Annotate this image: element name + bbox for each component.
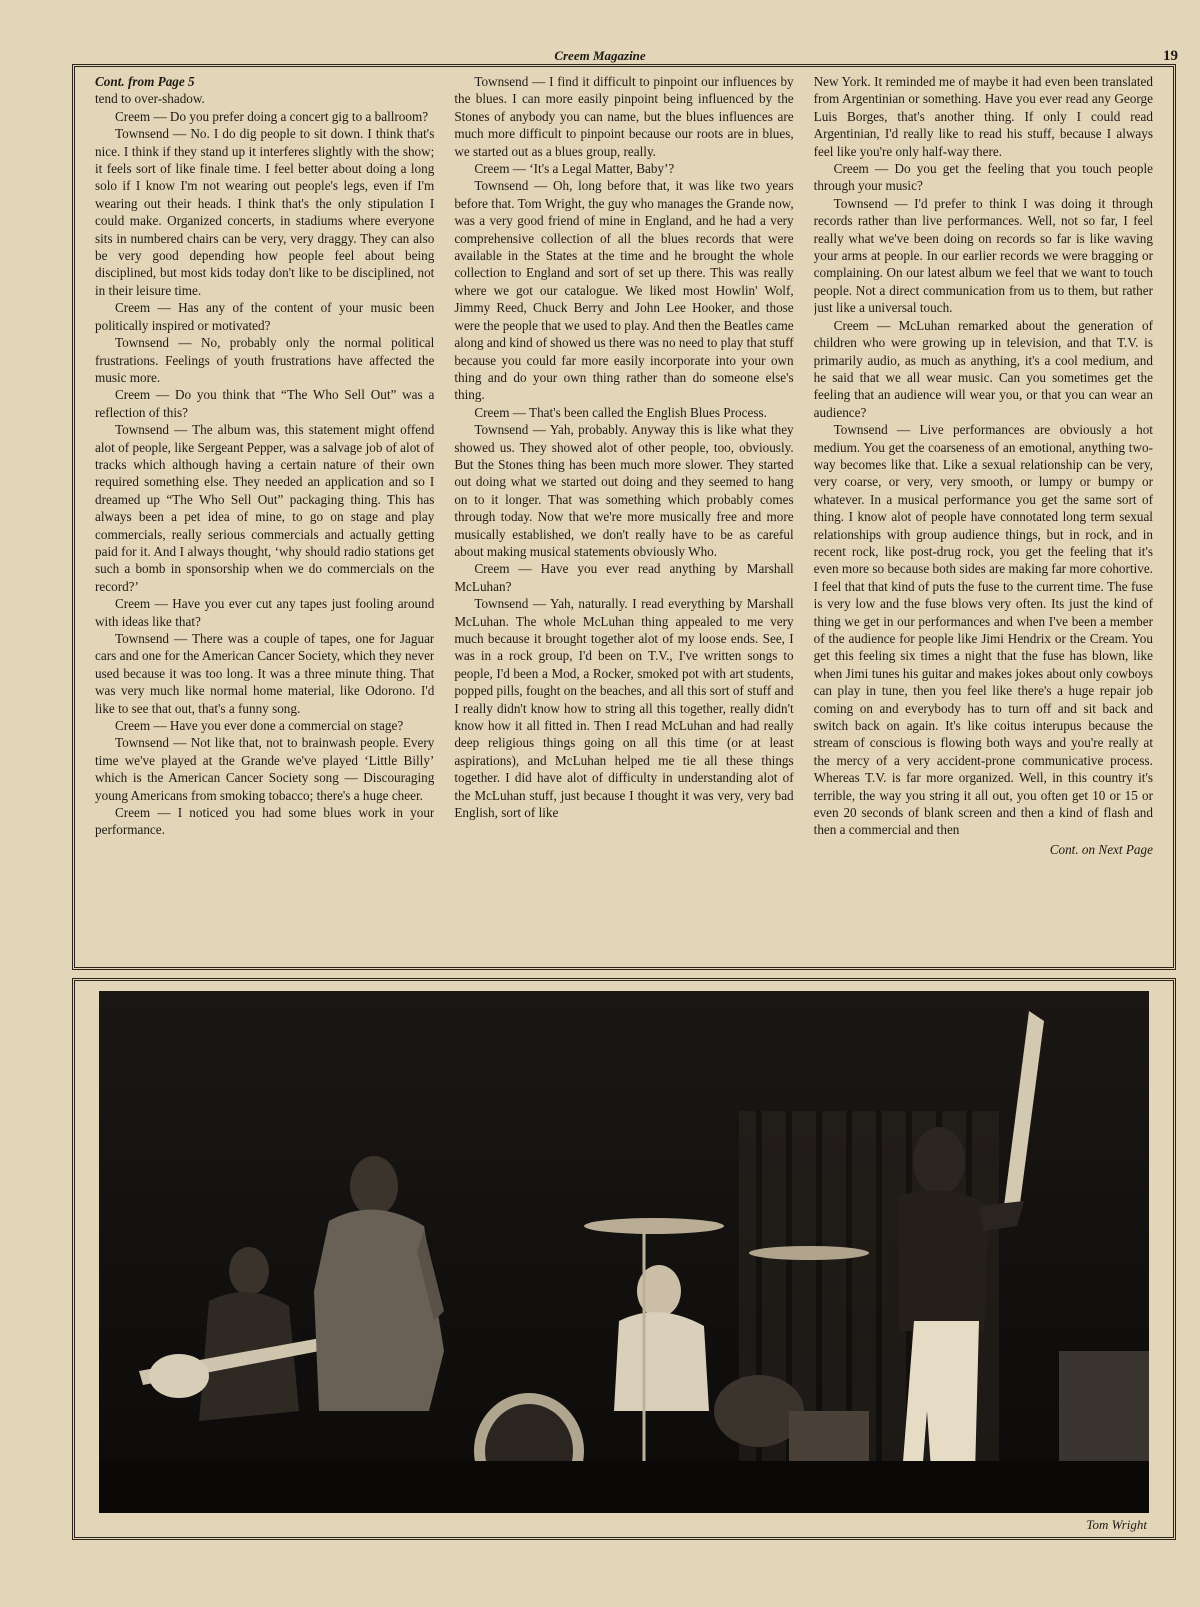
- band-photo: [99, 991, 1149, 1513]
- article-column-1: [95, 73, 434, 959]
- paragraph: Townsend — Live performances are obviously a hot medium. You get the coarseness of an emotional, anything two-way becomes like that. Like a sexual relationship can be very, very coarse, or very, very smooth, or lumpy or bumpy or whatever. In a musical performance you get the same sort of thing. I know alot of people have connotated long term sexual relationships with group audience things, but in rock, and in recent rock, like post-drug rock, you get the feeling that it's even more so because both sides are making far more cohortive. I feel that that kind of puts the fuse to the current time. The fuse is very low and the fuse blows very often. Its just the kind of thing we get in our performances and when I've been a member of the audience for people like Jimi Hendrix or the Cream. You get this feeling six times a night that the fuse has blown, like when Jimi tunes his guitar and makes jokes about only cowboys can play in tune, then you feel like there's a huge repair job coming on and everybody has to turn off and sit back and switch back on again. It's like coitus interupus because the stream of conscious is flowing both ways and you're really at the mercy of a very accident-prone communicative process. Whereas T.V. is far more organized. Well, in this country it's terrible, the way you string it all out, you often get 10 or 15 or even 20 seconds of blank screen and then a kind of flash and then a commercial and then: [813, 422, 1153, 838]
- photo-frame: [72, 978, 1176, 1540]
- paragraph: Creem — Have you ever read anything by Marshall McLuhan?: [454, 561, 794, 594]
- paragraph: tend to over-shadow.: [95, 91, 205, 107]
- paragraph: Townsend — Not like that, not to brainwash people. Every time we've played at the Grande we've played ‘Little Billy’ which is the American Cancer Society song — Discouraging young Americans from smoking tobacco; there's a huge cheer.: [95, 735, 435, 803]
- paragraph: Townsend — Yah, probably. Anyway this is like what they showed us. They showed alot of other people, too, obviously. But the Stones thing has been much more slower. They started out doing what we started out doing and they seemed to hang on to it longer. That was something which probably comes through today. Now that we're more musically free and more musically established, we don't really have to be as careful about making musical statements obviously Who.: [454, 422, 794, 559]
- paragraph: Creem — Have you ever done a commercial on stage?: [115, 718, 404, 734]
- paragraph: Creem — Do you prefer doing a concert gig to a ballroom?: [115, 108, 429, 124]
- article-frame: [72, 64, 1176, 970]
- band-photo-illustration: [99, 991, 1149, 1513]
- paragraph: Creem — Has any of the content of your music been politically inspired or motivated?: [95, 300, 435, 333]
- article-column-2: [454, 73, 793, 959]
- paragraph: Creem — ‘It's a Legal Matter, Baby’?: [474, 161, 675, 177]
- paragraph: Townsend — Oh, long before that, it was like two years before that. Tom Wright, the guy who manages the Grande now, was a very good friend of mine in England, and he had a very comprehensive collection of all the blues records that were available in the States at the time and he brought the whole collection to England and sort of set up there. This was really where we got our catalogue. We liked most Howlin' Wolf, Jimmy Reed, Chuck Berry and John Lee Hooker, and those were the people that we used to play. And then the Beatles came along and kind of showed us there was no need to play that stuff because you could far more easily incorporate into your own thing and do your own thing rather than do someone else's thing.: [454, 178, 794, 403]
- magazine-title: Creem Magazine: [554, 48, 646, 63]
- article-columns: [95, 73, 1153, 959]
- paragraph: Creem — Have you ever cut any tapes just fooling around with ideas like that?: [95, 596, 435, 629]
- paragraph: Townsend — I'd prefer to think I was doing it through records rather than live performances. Well, not so far, I feel really what we've been doing on records so far is like waving your arms at people. In our earlier records we were bragging or complaining. On our latest album we feel that we want to touch people. Not a direct communication from us to them, but rather just like a universal touch.: [813, 195, 1153, 316]
- paragraph: Townsend — The album was, this statement might offend alot of people, like Sergeant Pepper, was a salvage job of alot of tracks which although having a certain nature of their own required something else. They needed an application and so I dreamed up “The Who Sell Out” packaging thing. This has always been a pet idea of mine, to go on stage and play commercials, really serious commercials and actually getting paid for it. And I always thought, ‘why should radio stations get such a bomb in sponsorship when we do commercials on the record?’: [95, 422, 435, 594]
- paragraph: Creem — I noticed you had some blues work in your performance.: [95, 805, 435, 838]
- paragraph: Creem — Do you get the feeling that you touch people through your music?: [813, 161, 1153, 194]
- article-column-3: [814, 73, 1153, 959]
- paragraph: Townsend — Yah, naturally. I read everything by Marshall McLuhan. The whole McLuhan thing appealed to me very much because it brought together alot of my loose ends. See, I was in a rock group, I'd been on T.V., I've written songs to people, I'd been a Mod, a Rocker, smoked pot with art students, popped pills, fought on the beaches, and all this sort of stuff and I really didn't know how to string all this together, really didn't know how it all fitted in. Then I read McLuhan and had really deep religious things going on all this time (or at least aspirations), and McLuhan helped me tie all these things together. I did have alot of difficulty in understanding alot of the McLuhan stuff, just because I thought it was very, very bad English, sort of like: [454, 596, 794, 821]
- continued-next-label: Cont. on Next Page: [1049, 841, 1153, 857]
- paragraph: New York. It reminded me of maybe it had even been translated from Argentinian or something. Have you ever read any George Luis Borges, that's another thing. If only I could read Argentinian, I'd really like to read his stuff, because I always feel like you're only half-way there.: [813, 74, 1153, 159]
- paragraph: Creem — That's been called the English Blues Process.: [474, 404, 767, 420]
- paragraph: Townsend — No, probably only the normal political frustrations. Feelings of youth frustrations have affected the music more.: [95, 335, 435, 385]
- paragraph: Townsend — No. I do dig people to sit down. I think that's nice. I think if they stand up it interferes slightly with the show; it feels sort of like finale time. I feel better about doing a long solo if I know I'm not wearing out people's legs, even if I'm wearing out their heads. I think that's the only stipulation I could make. Organized concerts, in stadiums where everyone sits in numbered chairs can be very, very draggy. They can also be very good depending how people feel about being disciplined, but most kids today don't like to be disciplined, not in their leisure time.: [95, 126, 435, 298]
- paragraph: Townsend — I find it difficult to pinpoint our influences by the blues. I can more easily pinpoint being influenced by the Stones of anybody you can name, but the blues influences are much more difficult to pinpoint because our roots are in blues, we started out as a blues group, really.: [454, 74, 794, 159]
- paragraph: Creem — McLuhan remarked about the generation of children who were growing up in television, and that T.V. is primarily audio, as much as anything, it's a cool medium, and he said that we all wear music. Can you sometimes get the feeling that an audience will wear you, or that you can wear an audience?: [813, 317, 1153, 420]
- paragraph: Townsend — There was a couple of tapes, one for Jaguar cars and one for the American Cancer Society, which they never used because it was too long. It was a three minute thing. That was very much like normal home material, like Odorono. I'd like to see that out, that's a funny song.: [95, 631, 435, 716]
- photo-credit: Tom Wright: [1086, 1517, 1147, 1532]
- paragraph: Creem — Do you think that “The Who Sell Out” was a reflection of this?: [95, 387, 435, 420]
- page-number: 19: [1163, 48, 1178, 64]
- continued-from-label: Cont. from Page 5: [95, 74, 195, 89]
